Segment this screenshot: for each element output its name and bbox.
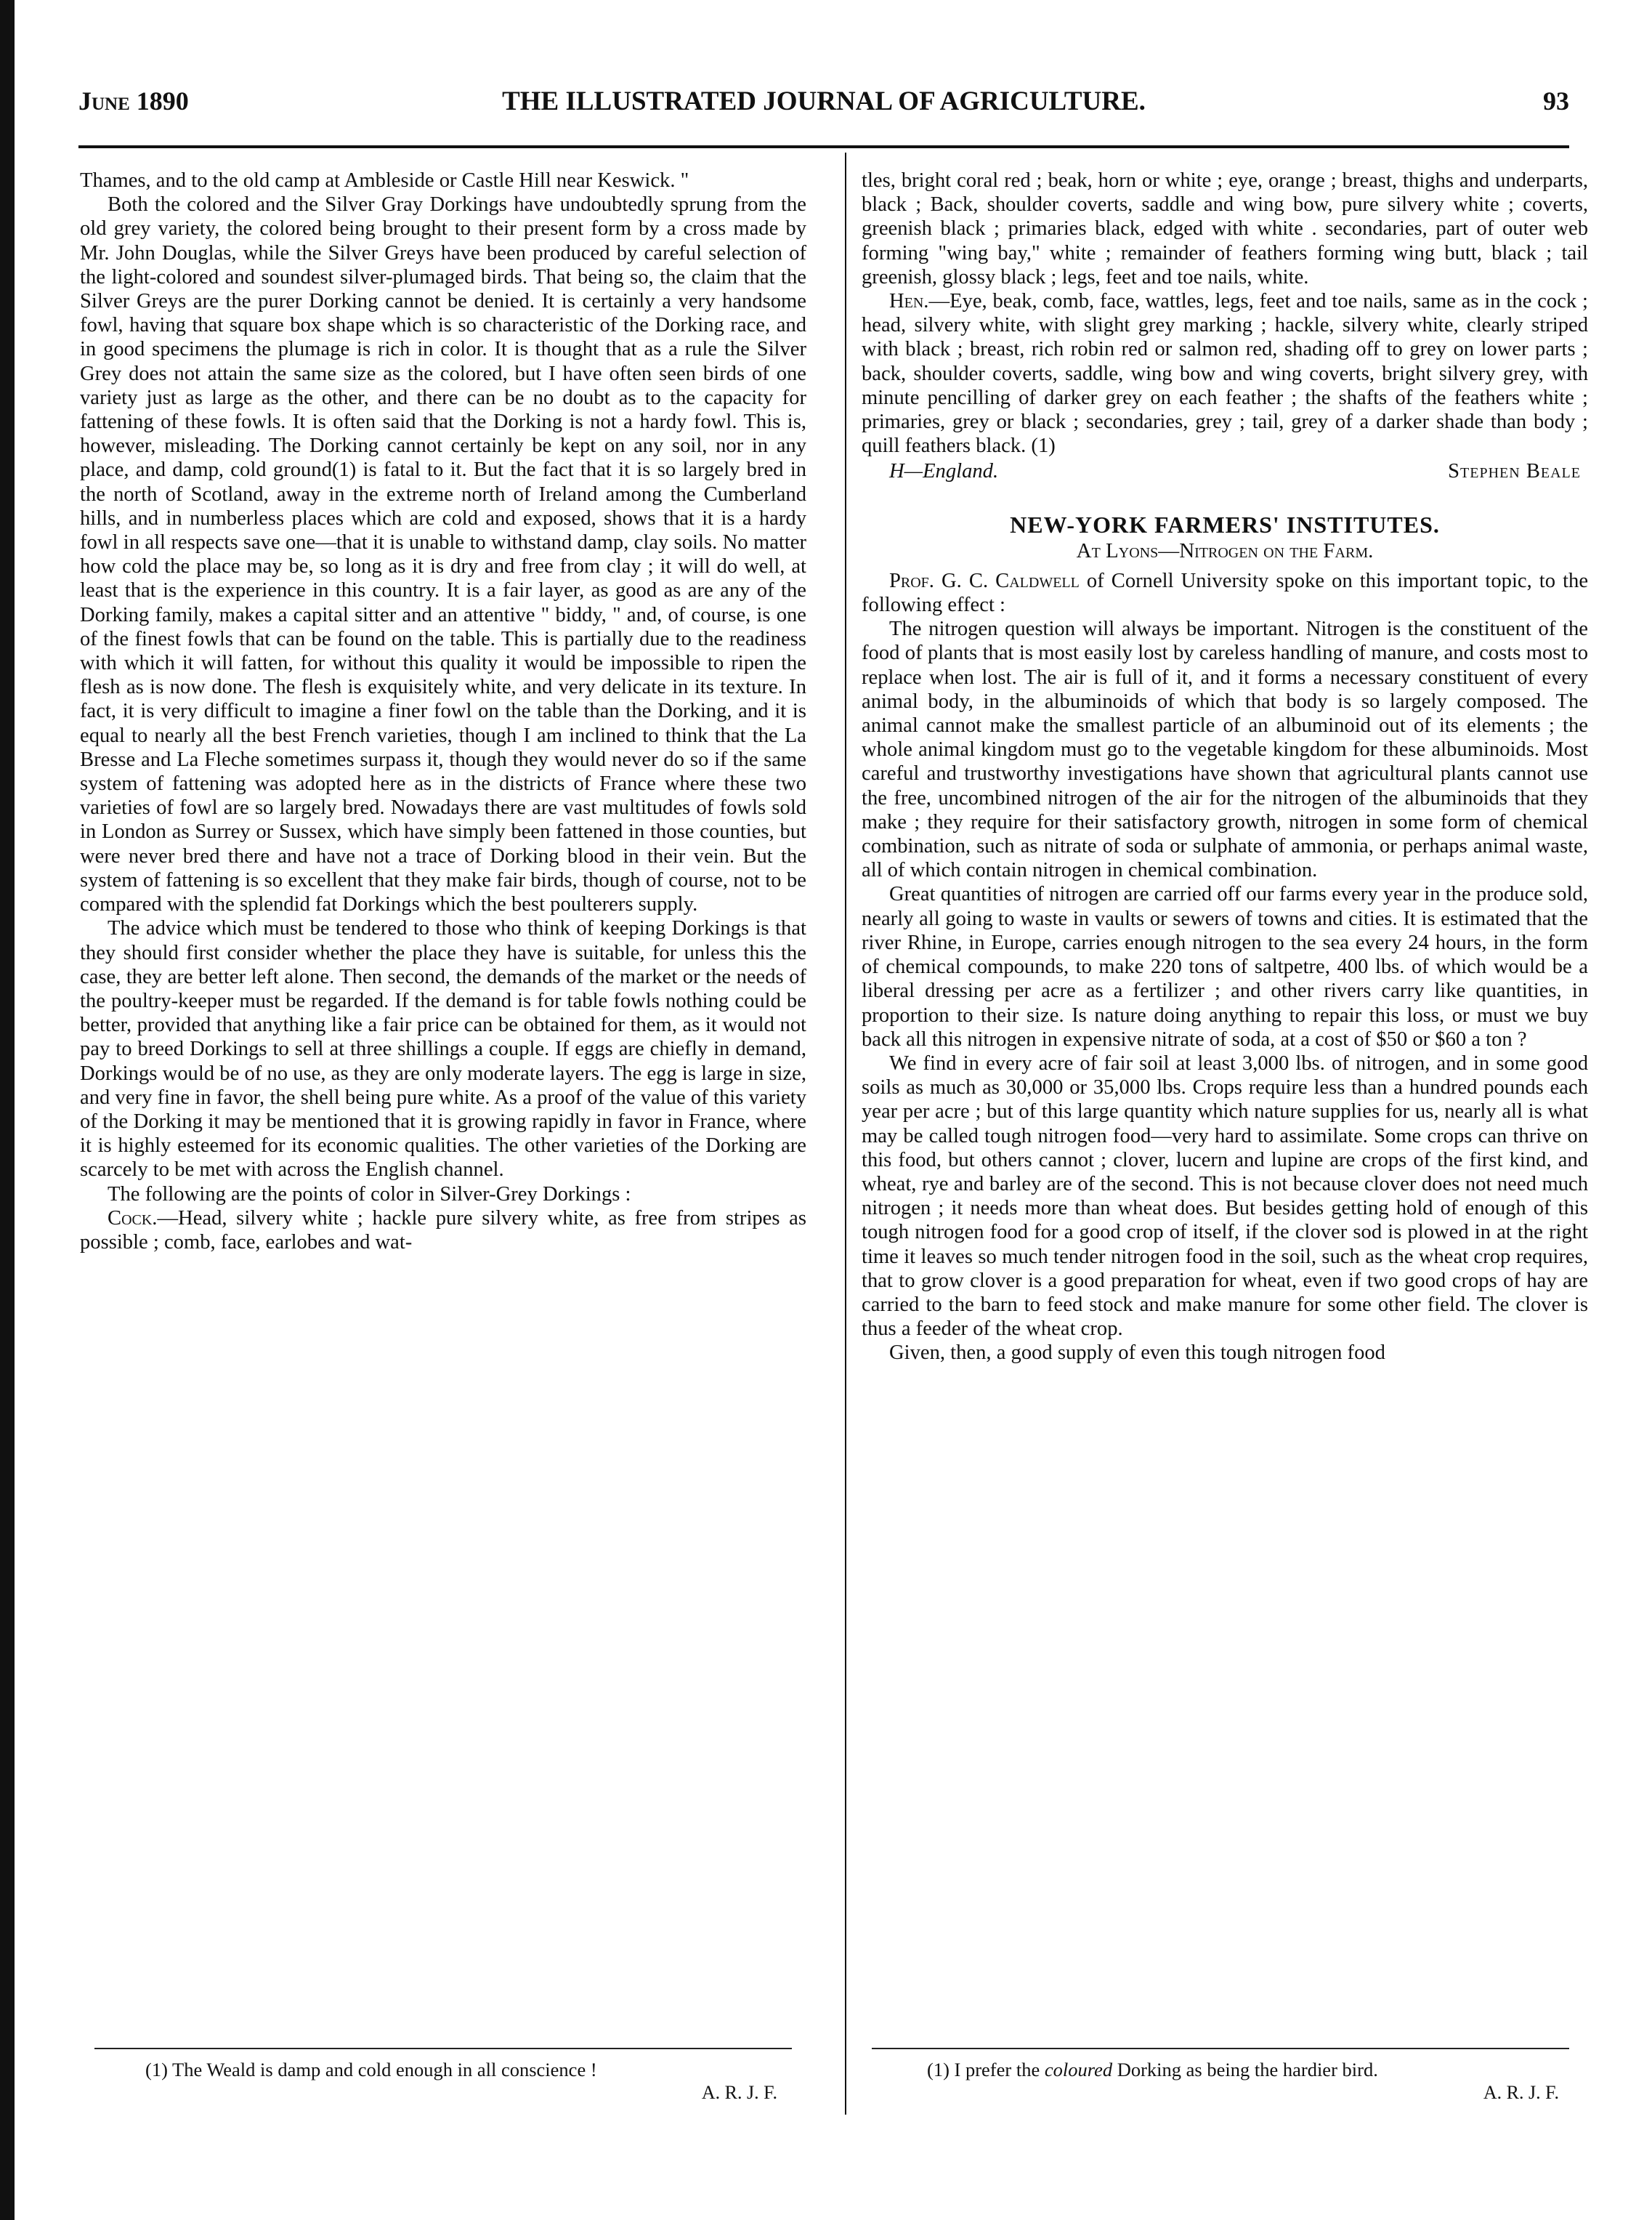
header-rule [78, 145, 1569, 148]
intro-text: of Cornell University spoke on this important topic, to the following effect : [862, 569, 1589, 617]
paragraph: The nitrogen question will always be important. Nitrogen is the constituent of the food of plants that is most easily lost by careless handling of manure, and costs most to replace when lost. The air is full of it, and it forms a necessary constituent of every animal body, in the albuminoids of which that body is so largely composed. The animal cannot make the smallest particle of an albuminoid out of its elements ; the whole animal kingdom must go to the vegetable kingdom for these albuminoids. Most careful and trustworthy investigations have shown that agricultural plants cannot use the free, uncombined nitrogen of the air for the nitrogen of the albuminoids that they make ; they require for their satisfactory growth, nitrogen in some form of chemical combination, such as nitrate of soda or sulphate of ammonia, or perhaps animal waste, all of which contain nitrogen in chemical combination. [862, 618, 1588, 882]
footnote-text [862, 2058, 1588, 2081]
footnote-text-part: (1) I prefer the [927, 2059, 1045, 2080]
footnote-rule-left [94, 2048, 792, 2049]
page-number: 93 [1543, 86, 1569, 116]
footnote-text: (1) The Weald is damp and cold enough in all conscience ! [145, 2059, 597, 2080]
paragraph: The advice which must be tendered to those who think of keeping Dorkings is that they should first consider whether the place they have is suitable, for unless this the case, they are better left alone. Then second, the demands of the market or the needs of the poultry-keeper must be regarded. If the demand is for table fowls nothing could be better, provided that anything like a fair price can be obtained for them, as it would not pay to breed Dorkings to sell at three shillings a couple. If eggs are chiefly in demand, Dorkings would be of no use, as they are only moderate layers. The egg is large in size, and very fine in favor, the shell being pure white. As a proof of the value of this variety of the Dorking it may be mentioned that it is growing rapidly in favor in France, where it is highly esteemed for its economic qualities. The other varieties of the Dorking are scarcely to be met with across the English channel. [80, 917, 806, 1182]
cock-label: Cock. [108, 1206, 158, 1230]
footnote-left [80, 2058, 806, 2104]
footnote-emphasis: coloured [1044, 2059, 1113, 2080]
signoff-author: Stephen Beale [1448, 460, 1581, 483]
paragraph: We find in every acre of fair soil at least 3,000 lbs. of nitrogen, and in some good soils as much as 30,000 or 35,000 lbs. Crops require less than a hundred pounds each year per acre ; but of this large quantity which nature supplies for us, nearly all is what may be called tough nitrogen food—very hard to assimilate. Some crops can thrive on this food, but others cannot ; clover, lucern and lupine are crops of the first kind, and wheat, rye and barley are of the second. This is not because clover does not need much nitrogen ; it needs more than wheat does. But besides getting hold of enough of this tough nitrogen food for a good crop of itself, if the clover sod is plowed in at the right time it leaves so much tender nitrogen food in the soil, such as the wheat crop requires, that to grow clover is a good preparation for wheat, even if two good crops of hay are carried to the barn to feed stock and make manure for some other field. The clover is thus a feeder of the wheat crop. [862, 1052, 1588, 1341]
footnote-text-part: Dorking as being the hardier bird. [1112, 2059, 1378, 2080]
signoff [862, 459, 1588, 484]
paragraph: Both the colored and the Silver Gray Dorkings have undoubtedly sprung from the old grey variety, the colored being brought to their present form by a cross made by Mr. John Douglas, while the Silver Greys have been produced by careful selection of the light-colored and soundest silver-plumaged birds. That being so, the claim that the Silver Greys are the purer Dorking cannot be denied. It is certainly a very handsome fowl, having that square box shape which is so characteristic of the Dorking race, and in good specimens the plumage is rich in color. It is thought that as a rule the Silver Grey does not attain the same size as the colored, but I have often seen birds of one variety just as large as the other, and there can be no doubt as to the capacity for fattening of these fowls. It is often said that the Dorking is not a hardy fowl. This is, however, misleading. The Dorking cannot certainly be kept on any soil, nor in any place, and damp, cold ground(1) is fatal to it. But the fact that it is so largely bred in the north of Scotland, away in the extreme north of Ireland among the Cumberland hills, and in numberless places which are cold and exposed, shows that it is a hardy fowl in all respects save one—that it is unable to withstand damp, clay soils. No matter how cold the place may be, so long as it is dry and free from clay ; it will do well, at least that is the experience in this country. It is a fair layer, as good as are any of the Dorking family, makes a capital sitter and an attentive " biddy, " and, of course, is one of the finest fowls that can be found on the table. This is partially due to the readiness with which it will fatten, for without this quality it would be impossible to ripen the flesh as is now done. The flesh is exquisitely white, and very delicate in its texture. In fact, it is very difficult to imagine a finer fowl on the table than the Dorking, and it is equal to nearly all the best French varieties, though I am inclined to think that the La Bresse and La Fleche sometimes surpass it, though they would never do so if the same system of fattening was adopted here as in the districts of France where these two varieties of fowl are so largely bred. Nowadays there are vast multitudes of fowls sold in London as Surrey or Sussex, which have simply been fattened in those counties, but were never bred there and have not a trace of Dorking blood in their vein. But the system of fattening is so excellent that they make fair birds, though of course, not to be compared with the splendid fat Dorkings which the best poulterers supply. [80, 193, 806, 916]
intro-paragraph [862, 569, 1588, 617]
column-divider [845, 153, 846, 2115]
section-subtitle: At Lyons—Nitrogen on the Farm. [1076, 538, 1374, 562]
footnote-signature: A. R. J. F. [1483, 2082, 1559, 2103]
footnote-right [862, 2058, 1588, 2104]
hen-text: —Eye, beak, comb, face, wattles, legs, feet and toe nails, same as in the cock ; head, silvery white, with slight grey marking ; hackle, silvery white, clearly striped with black ; breast, rich robin red or salmon red, shading off to grey on lower parts ; back, shoulder coverts, saddle, wing bow and wing coverts, bright silvery grey, with minute pencilling of darker grey on each feather ; the shafts of the feathers white ; primaries, grey or black ; secondaries, grey ; tail, grey of a darker shade than body ; quill feathers black. (1) [862, 290, 1588, 458]
cock-text: —Head, silvery white ; hackle pure silvery white, as free from stripes as possible ; comb, face, earlobes and wat- [80, 1206, 806, 1254]
journal-title: THE ILLUSTRATED JOURNAL OF AGRICULTURE. [502, 86, 1146, 116]
hen-paragraph [862, 289, 1588, 458]
speaker-name: Prof. G. C. Caldwell [889, 569, 1080, 592]
left-column [80, 169, 806, 1254]
footnote-signature: A. R. J. F. [701, 2082, 777, 2103]
right-column [862, 169, 1588, 1365]
section-title: NEW-YORK FARMERS' INSTITUTES. [1010, 512, 1440, 538]
paragraph: The following are the points of color in Silver-Grey Dorkings : [108, 1182, 631, 1206]
footnote-rule-right [872, 2048, 1569, 2049]
paragraph: Given, then, a good supply of even this tough nitrogen food [889, 1341, 1385, 1365]
cock-paragraph [80, 1206, 806, 1254]
running-header [78, 86, 1569, 129]
paragraph: Great quantities of nitrogen are carried off our farms every year in the produce sold, nearly all going to waste in vaults or sewers of towns and cities. It is estimated that the river Rhine, in Europe, carries enough nitrogen to the sea every 24 hours, in the form of chemical compounds, to make 220 tons of saltpetre, 400 lbs. of which would be a liberal dressing per acre as a fertilizer ; and other rivers carry like quantities, in proportion to their size. Is nature doing anything to repair this loss, or must we buy back all this nitrogen in expensive nitrate of soda, at a cost of $50 or $60 a ton ? [862, 883, 1588, 1051]
cock-continued: tles, bright coral red ; beak, horn or white ; eye, orange ; breast, thighs and underparts, black ; Back, shoulder coverts, saddle and wing bow, pure silvery white ; coverts, greenish black ; primaries black, edged with white . secondaries, part of outer web forming "wing bay," white ; remainder of feathers forming wing butt, black ; tail greenish, glossy black ; legs, feet and toe nails, white. [862, 169, 1588, 288]
page-edge-bar [0, 0, 15, 2220]
paragraph: Thames, and to the old camp at Ambleside or Castle Hill near Keswick. " [80, 169, 689, 192]
issue-date: June 1890 [78, 86, 189, 116]
signoff-place: H—England. [889, 460, 999, 483]
hen-label: Hen. [889, 290, 929, 313]
